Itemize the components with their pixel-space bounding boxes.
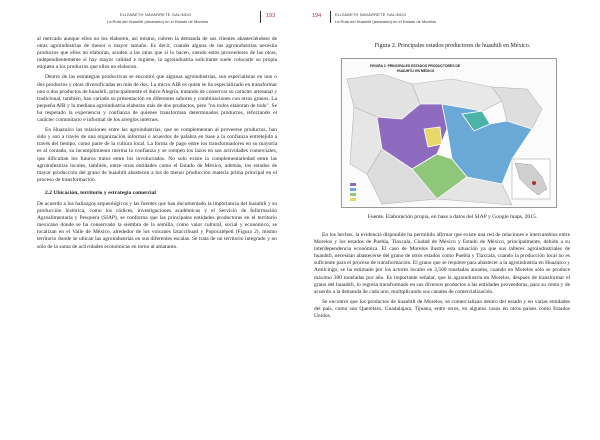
figure-caption: Figura 2. Principales estados productores de huauhtli en México. <box>374 43 531 49</box>
left-page-number: 193 <box>266 13 276 19</box>
legend-swatch-puebla <box>350 188 356 191</box>
left-header-author: ELIZABETH NAVARRETE GALINDO <box>120 12 192 17</box>
figure-source: Fuente. Elaboración propia, en base a datos del SIAP y Google maps, 2015. <box>367 214 538 220</box>
map-graphic <box>342 59 556 207</box>
legend-swatch-morelos <box>350 193 356 196</box>
map-inset-marker <box>532 181 536 185</box>
left-paragraph-2: Dentro de las estrategias productivas se encontró que algunas agroindustrias, son especialistas en uno o dos productos y otras diversificadas en más de dos. La micro AIR es quien se ha especializado en transformar uno o dos productos de huauhtli, principalmente el dulce Alegría, tratando de conservar su carácter artesanal y tradicional, también, han variado su presentación en diferentes sabores y combinaciones con otros granos. La pequeña AIR y la mediana agroindustria elaboran más de dos productos, pero "no todos elaboran de todo". Se ha respetado la experiencia y confianza de quienes transforman determinados productos, reforzando el carácter comunitario e informal de los arreglos internos. <box>37 74 277 124</box>
right-header-author: ELIZABETH NAVARRETE GALINDO <box>335 12 407 17</box>
map-title-line-1: FIGURA 2. PRINCIPALES ESTADOS PRODUCTORES DE <box>370 64 461 68</box>
left-header-title: La Ruta del Huauhtli (amaranto) en el Estado de Morelos <box>107 19 209 24</box>
section-heading: 2.2 Ubicación, territorio y estrategia comercial <box>45 189 156 196</box>
legend-swatch-cdmx <box>350 198 356 201</box>
right-page <box>300 0 600 440</box>
right-body-text <box>314 232 570 323</box>
legend-swatch-mexico <box>350 183 356 186</box>
map-title-line-2: HUAUHTLI EN MÉXICO <box>397 69 435 73</box>
right-paragraph-1: En los hechos, la evidencia disponible ha permitido afirmar que existe una red de relaciones e intercambios entre Morelos y los estados de Puebla, Tlaxcala, Ciudad de México y Estado de México, principalmente, debido a su interdependencia económica. El caso de Morelos ilustra esta situación ya que sus talleres agroindustriales de huauhtli, necesitan abastecerse del grano de otros estados como Puebla y Tlaxcala, cuando la producción local no es suficiente para el proceso de transformación. El grano que se requiere para abastecer a la agroindustria en Huazulco y Amilcingo, se ha estimado por los actores locales en 3,500 toneladas anuales, cuando en Morelos sólo se produce máximo 300 toneladas por año. Es importante señalar, que la agroindustria en Morelos, después de transformar el grano del huauhtli, lo regresa transformado en sus diversos productos a las entidades proveedoras, para su venta y de acuerdo a la demanda de cada uno, multiplicando sus canales de comercialización. <box>314 232 570 295</box>
figure-map <box>341 58 557 208</box>
left-header-rule <box>260 11 261 23</box>
left-section-paragraph: De acuerdo a los hallazgos arqueológicos y las fuentes que han documentado la importancia del huauhtli y su producción histórica, como los códices, investigaciones académicas y el Servicio de Información Agroalimentaria y Pesquera (SIAP), se conforma que las principales entidades productoras en el territorio mexicano donde se ha conservado la siembra de la semilla, como valor cultural, social y económico, se localizan en el Valle de México, alrededor de los volcanes Iztaccíhuatl y Popocatépetl (Figura 2), mismo territorio donde se ubican las agroindustrias en sus diferentes escalas. Se trata de un territorio integrado y no sólo de la suma de actividades económicas en torno al amaranto. <box>37 200 277 250</box>
right-paragraph-2: Se encontró que los productos de huauhtli de Morelos, se comercializan dentro del estado y en varias entidades del país, como son Querétaro, Guadalajara, Tijuana, entre otros, en algunos casos en otros países como Estados Unidos. <box>314 298 570 320</box>
left-paragraph-3: En Huazulco las relaciones entre las agroindustrias, que se complementan al proveerse productos, han sido y son a través de una organización informal o acuerdos de palabra en base a la confianza entretejida a través del tiempo, como parte de la cultura local. La forma de pago entre los transformadores en su mayoría es al contado, su incumplimiento merma la confianza y se rompen los lazos en sus actividades comerciales, que dificultan los futuros tratos entre los involucrados. No solo existe la complementariedad entre las agroindustrias locales, también, entre otras entidades como el Estado de México, además, los estados de mayor producción del grano de huauhtli abastecen a los de menor producción materia prima principal en el proceso de transformación. <box>37 127 277 183</box>
left-body-text <box>37 36 277 254</box>
right-header-rule <box>330 11 331 23</box>
left-paragraph-1: al mercado aunque ellos no los elaboren, así mismo, cubren la demanda de sus clientes abasteciéndose de otras agroindustrias de menor o mayor tamaño. Es decir, cuando alguna de las agroindustrias necesita productos que ellos no elaboran, acuden a las otras que sí lo hacen, siendo estos proveedores de las otras, independientemente si hay mayor calidad e higiene, la agroindustria solicitante suele colocarle su propia etiqueta a los productos que ellos no elaboran. <box>37 36 277 71</box>
right-header-title: La Ruta del Huauhtli (amaranto) en el Estado de Morelos <box>335 19 437 24</box>
right-page-number: 194 <box>312 13 322 19</box>
